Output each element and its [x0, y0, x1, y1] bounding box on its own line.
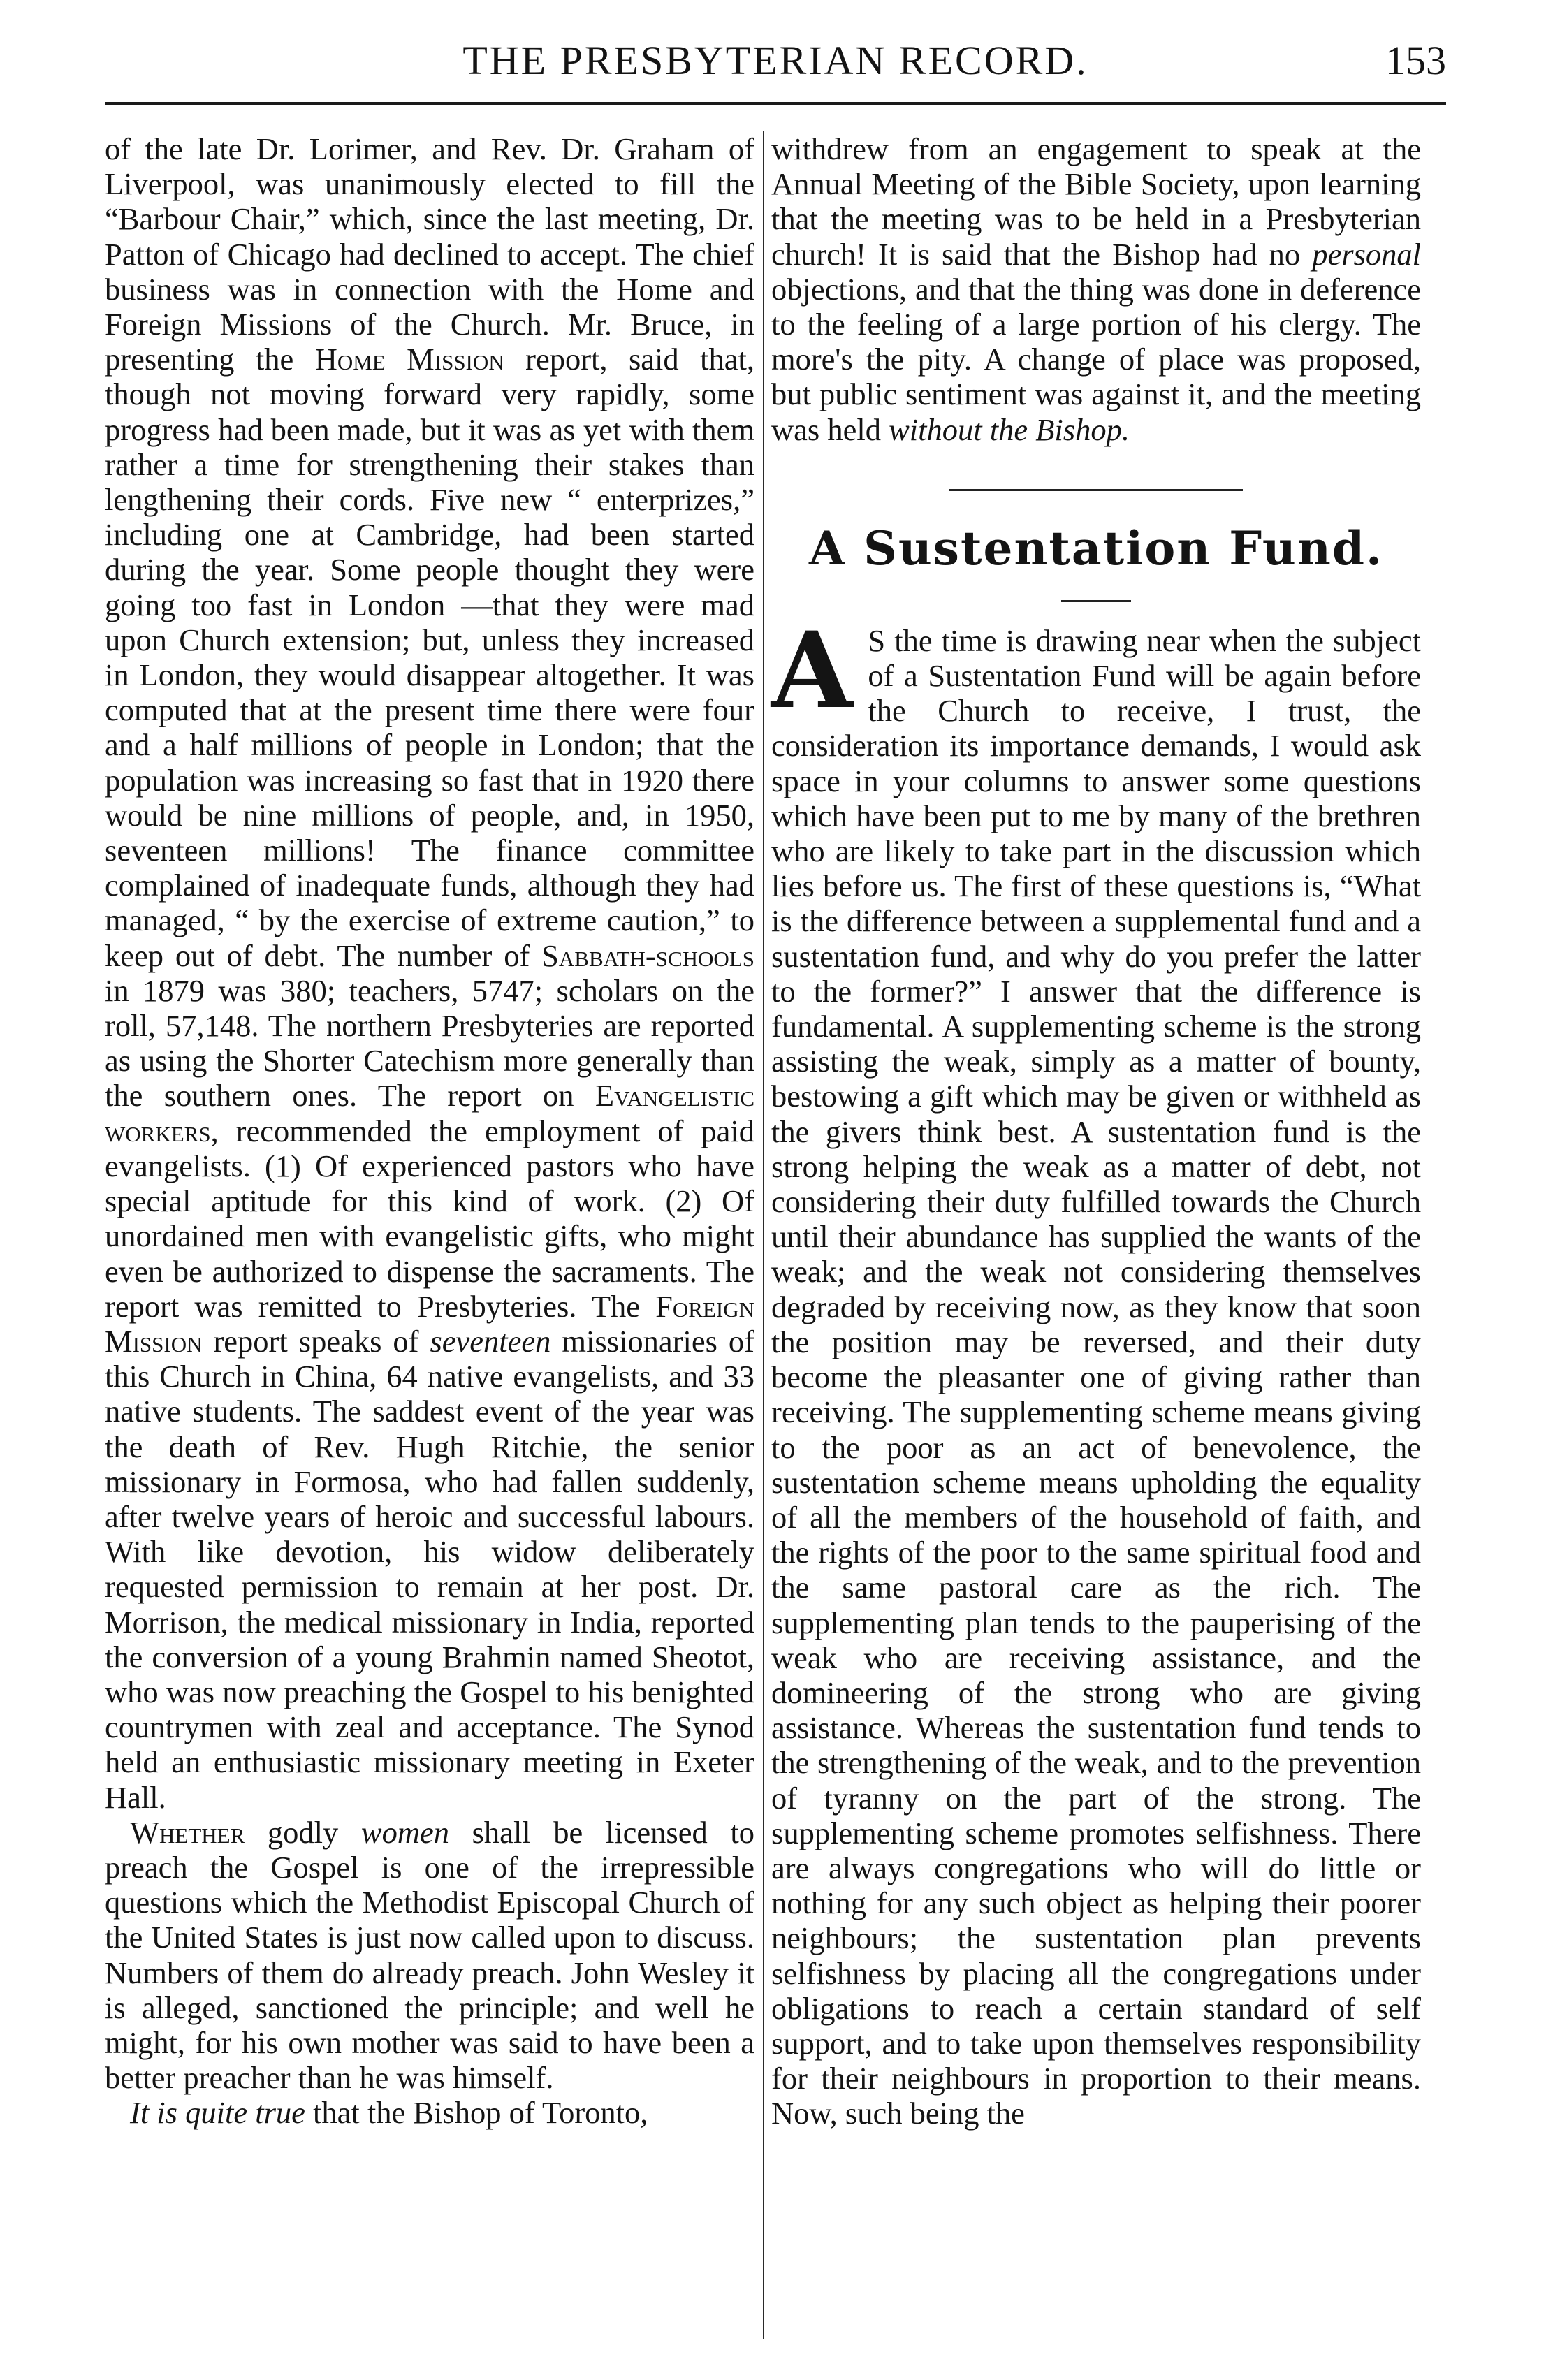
drop-cap: A: [771, 608, 853, 732]
text-span: S: [868, 622, 886, 658]
paragraph-godly-women: [105, 1815, 754, 2096]
italic-seventeen: seventeen: [430, 1323, 551, 1359]
page-header: [105, 0, 1446, 105]
paragraph-synod-report: [105, 131, 754, 1815]
left-column: [105, 131, 754, 2131]
italic-personal: personal: [1312, 236, 1421, 272]
paragraph-bishop-of-toronto: [105, 2095, 754, 2130]
text-span: godly: [245, 1814, 361, 1850]
paragraph-sustentation-fund: [771, 608, 1421, 2131]
section-divider-rule: [949, 489, 1243, 491]
running-title: THE PRESBYTERIAN RECORD.: [462, 38, 1088, 83]
text-span: report, said that, though not moving forward very rapidly, some progress had been made, but it was as yet with them rather a time for strengthening their stakes than lengthening their cords. Five new “ enterprizes,” including one at Cambridge, had been started during the year. Some people thought they were going too fast in London —that they were mad upon Church extension; but, unless they increased in London, they would disappear altogether. It was computed that at the present time there were four and a half millions of people in London; that the population was increasing so fast that in 1920 there would be nine millions of people, and, in 1950, seventeen millions! The finance committee complained of inadequate funds, although they had managed, “ by the exercise of extreme caution,” to keep out of debt. The number of: [105, 342, 754, 973]
italic-women: women: [360, 1814, 449, 1850]
text-span: withdrew from an engagement to speak at the Annual Meeting of the Bible Society, upon learning that the meeting was to be held in a Presbyterian church! It is said that the Bishop had no: [771, 131, 1421, 272]
text-span: report speaks of: [202, 1323, 430, 1359]
text-span: , recommended the employment of paid evangelists. (1) Of experienced pastors who have special aptitude for this kind of work. (2) Of unordained men with evangelistic gifts, who might even be authorized to dispense the sacraments. The report was remitted to Presbyteries. The: [105, 1113, 754, 1324]
page-number: 153: [1385, 38, 1446, 83]
text-span: missionaries of this Church in China, 64 native evangelists, and 33 native students. The saddest event of the year was the death of Rev. Hugh Ritchie, the senior missionary in Formosa, who had fallen suddenly, after twelve years of heroic and successful labours. With like devotion, his widow deliberately requested permission to remain at her post. Dr. Morrison, the medical missionary in India, reported the conversion of a young Brahmin named Sheotot, who was now preaching the Gospel to his benighted countrymen with zeal and acceptance. The Synod held an enthusiastic missionary meeting in Exeter Hall.: [105, 1323, 754, 1815]
paragraph-bishop-continued: [771, 131, 1421, 447]
text-span: that the Bishop of Toronto,: [305, 2095, 648, 2131]
text-span: the time is drawing near when the subject of a Sustentation Fund will be again before the Church to receive, I trust, the consideration its importance demands, I would ask space in your columns to answer some questions which have been put to me by many of the brethren who are likely to take part in the discussion which lies before us. The first of these questions is, “What is the difference between a supplemental fund and a sustentation fund, and why do you prefer the latter to the former?” I answer that the difference is fundamental. A supplementing scheme is the strong assisting the weak, simply as a matter of bounty, bestowing a gift which may be given or withheld as the givers think best. A sustentation fund is the strong helping the weak as a matter of debt, not considering their duty fulfilled towards the Church until their abundance has supplied the wants of the weak; and the weak not considering themselves degraded by receiving now, as they know that soon the position may be reversed, and their duty become the pleasanter one of giving rather than receiving. The supplementing scheme means giving to the poor as an act of benevolence, the sustentation scheme means upholding the equality of all the members of the household of faith, and the rights of the poor to the same spiritual food and the same pastoral care as the rich. The supplementing plan tends to the pauperising of the weak who are receiving assistance, and the domineering of the strong who are giving assistance. Whereas the sustentation fund tends to the strengthening of the weak, and to the prevention of tyranny on the part of the strong. The supplementing scheme promotes selfishness. There are always congregations who will do little or nothing for any such object as helping their poorer neighbours; the sustentation plan prevents selfishness by placing all the congregations under obligations to reach a certain standard of self support, and to take upon themselves responsibility for their neighbours in proportion to their means. Now, such being the: [771, 622, 1421, 2131]
header-rule: [105, 102, 1446, 105]
small-caps-foreign-mission: Foreign Mission: [105, 1288, 754, 1359]
italic-without-the-bishop: without the Bishop.: [889, 411, 1130, 447]
right-column: [771, 131, 1421, 2131]
section-title: A Sustentation Fund.: [808, 520, 1384, 576]
small-caps-whether: Whether: [130, 1814, 245, 1850]
italic-quite-true: It is quite true: [130, 2095, 305, 2131]
small-caps-home-mission: Home Mission: [314, 342, 504, 377]
small-caps-evangelistic-workers: Evangelistic workers: [105, 1078, 754, 1148]
column-divider: [763, 131, 764, 2339]
text-span: of the late Dr. Lorimer, and Rev. Dr. Graham of Liverpool, was unanimously elected to fill the “Barbour Chair,” which, since the last meeting, Dr. Patton of Chicago had declined to accept. The chief business was in connection with the Home and Foreign Missions of the Church. Mr. Bruce, in presenting the: [105, 131, 754, 377]
text-span: in 1879 was 380; teachers, 5747; scholars on the roll, 57,148. The northern Presbyteries are reported as using the Shorter Catechism more generally than the southern ones. The report on: [105, 972, 754, 1114]
section-short-rule: [1061, 600, 1131, 602]
small-caps-sabbath-schools: Sabbath-schools: [541, 937, 754, 973]
text-span: shall be licensed to preach the Gospel is one of the irrepressible questions which the Methodist Episcopal Church of the United States is just now called upon to discuss. Numbers of them do already preach. John Wesley it is alleged, sanctioned the principle; and well he might, for his own mother was said to have been a better preacher than he was himself.: [105, 1814, 754, 2096]
text-span: objections, and that the thing was done in deference to the feeling of a large portion of his clergy. The more's the pity. A change of place was proposed, but public sentiment was against it, and the meeting was held: [771, 271, 1421, 447]
